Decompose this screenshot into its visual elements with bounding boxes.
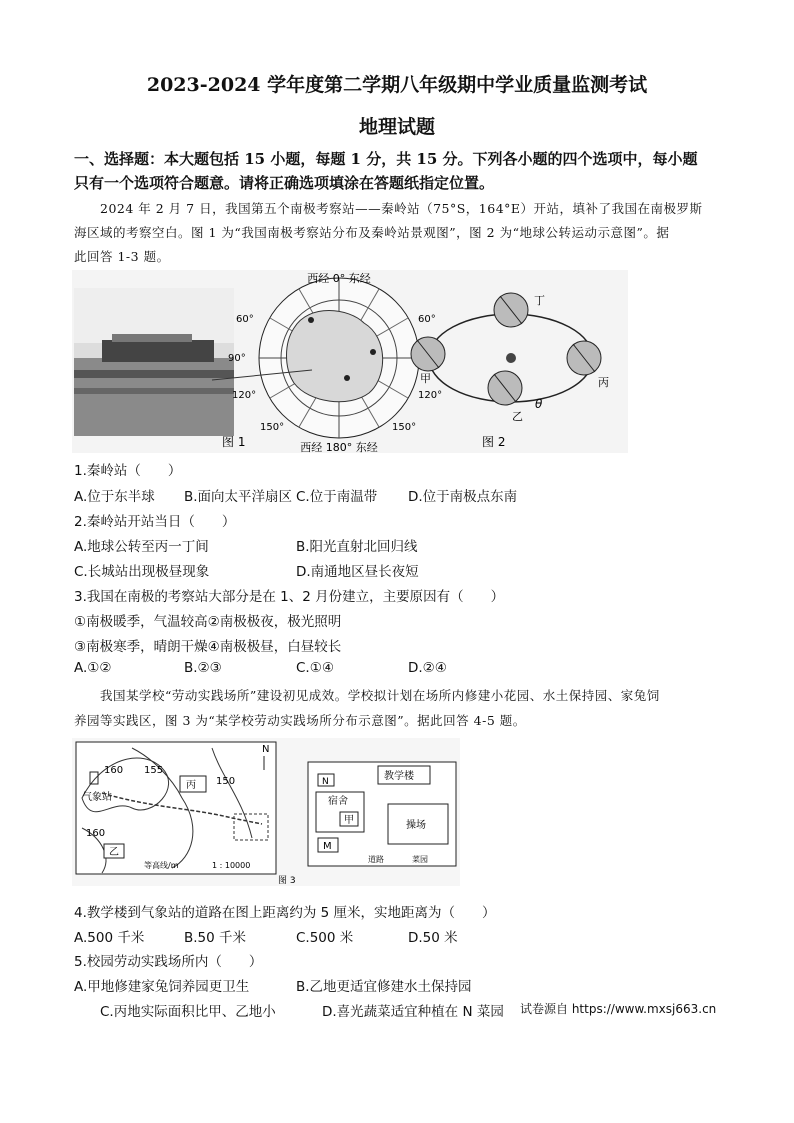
teaching-building-label: 教学楼	[384, 771, 414, 782]
intro1-line3: 此回答 1-3 题。	[74, 249, 170, 264]
q5-stem: 5.校园劳动实践场所内（ ）	[74, 954, 263, 970]
sun-icon	[506, 353, 516, 363]
fig1-right-60: 60°	[418, 314, 436, 325]
intro1-line1: 2024 年 2 月 7 日，我国第五个南极考察站——秦岭站（75°S，164°E）开站，填补了我国在南极罗斯	[100, 201, 703, 216]
earth-position-ding	[494, 293, 528, 327]
fig1-left-120: 120°	[232, 390, 257, 401]
q1-stem: 1.秦岭站（ ）	[74, 463, 182, 479]
changcheng-station-marker	[308, 317, 314, 323]
legend-garden: 菜园	[412, 855, 428, 864]
source-watermark: 试卷源自 https://www.mxsj663.cn	[520, 1002, 717, 1016]
section-instructions-line1: 一、选择题：本大题包括 15 小题，每题 1 分，共 15 分。下列各小题的四个选项中，每小题	[74, 150, 698, 168]
plot-jia-label: 甲	[344, 815, 354, 826]
label-ding: 丁	[534, 294, 545, 307]
orbit-diagram	[411, 293, 609, 423]
legend-scale: 1 : 10000	[212, 861, 251, 870]
station-building	[102, 340, 214, 362]
q2-stem: 2.秦岭站开站当日（ ）	[74, 514, 236, 530]
label-yi: 乙	[512, 410, 523, 423]
q5-option-b[interactable]: B.乙地更适宜修建水土保持园	[296, 979, 472, 995]
q1-option-b[interactable]: B.面向太平洋扇区	[184, 489, 293, 505]
q4-stem: 4.教学楼到气象站的道路在图上距离约为 5 厘米，实地距离为（ ）	[74, 905, 496, 921]
earth-position-yi	[488, 371, 522, 405]
q3-stem: 3.我国在南极的考察站大部分是在 1、2 月份建立，主要原因有（ ）	[74, 589, 505, 605]
q3-option-a[interactable]: A.①②	[74, 660, 112, 676]
fig1-left-150: 150°	[260, 422, 285, 433]
q5-option-d[interactable]: D.喜光蔬菜适宜种植在 N 菜园	[322, 1004, 504, 1020]
contour-160-top: 160	[104, 765, 124, 776]
theta-label: θ	[535, 397, 543, 411]
q2-option-c[interactable]: C.长城站出现极昼现象	[74, 564, 210, 580]
q4-option-b[interactable]: B.50 千米	[184, 930, 247, 946]
label-bing: 丙	[598, 376, 609, 389]
contour-155: 155	[144, 765, 164, 776]
figure-3-caption: 图 3	[278, 876, 296, 886]
plot-yi-label: 乙	[109, 847, 119, 858]
north-arrow-label: N	[262, 744, 270, 755]
zhongshan-station-marker	[370, 349, 376, 355]
q3-option-b[interactable]: B.②③	[184, 660, 222, 676]
legend-contour: 等高线/m	[144, 861, 179, 870]
q3-option-c[interactable]: C.①④	[296, 660, 334, 676]
intro2-line1: 我国某学校“劳动实践场所”建设初见成效。学校拟计划在场所内修建小花园、水土保持园、家兔饲	[100, 688, 660, 703]
q4-option-d[interactable]: D.50 米	[408, 930, 458, 946]
q2-option-d[interactable]: D.南通地区昼长夜短	[296, 564, 419, 580]
figure-1-caption: 图 1	[222, 435, 246, 449]
exam-subtitle: 地理试题	[358, 116, 435, 138]
polar-map	[259, 278, 419, 438]
figure-1-2-svg	[72, 270, 628, 453]
q2-option-a[interactable]: A.地球公转至丙一丁间	[74, 539, 209, 555]
playground-label: 操场	[406, 820, 426, 831]
contour-150: 150	[216, 776, 236, 787]
q1-option-a[interactable]: A.位于东半球	[74, 489, 155, 505]
q1-option-c[interactable]: C.位于南温带	[296, 489, 378, 505]
earth-position-bing	[567, 341, 601, 375]
fig1-left-60: 60°	[236, 314, 254, 325]
q3-option-d[interactable]: D.②④	[408, 660, 447, 676]
intro2-line2: 养园等实践区，图 3 为“某学校劳动实践场所分布示意图”。据此回答 4-5 题。	[74, 713, 526, 728]
q2-option-b[interactable]: B.阳光直射北回归线	[296, 539, 418, 555]
section-instructions-line2: 只有一个选项符合题意。请将正确选项填涂在答题纸指定位置。	[74, 174, 495, 192]
kunlun-station-marker	[344, 375, 350, 381]
figure-3-svg	[72, 738, 460, 886]
q5-option-a[interactable]: A.甲地修建家兔饲养园更卫生	[74, 979, 250, 995]
legend-road: 道路	[368, 855, 384, 864]
q1-option-d[interactable]: D.位于南极点东南	[408, 489, 518, 505]
plot-bing-label: 丙	[186, 780, 196, 791]
exam-title: 2023-2024 学年度第二学期八年级期中学业质量监测考试	[146, 74, 648, 96]
fig1-right-150: 150°	[392, 422, 417, 433]
label-jia: 甲	[420, 372, 431, 385]
dormitory-label: 宿舍	[328, 796, 348, 807]
q4-option-a[interactable]: A.500 千米	[74, 930, 145, 946]
garden-n-label: N	[322, 777, 329, 787]
q3-statements-1: ①南极暖季，气温较高②南极极夜，极光照明	[74, 614, 342, 630]
figure-2-caption: 图 2	[482, 435, 506, 449]
q3-statements-2: ③南极寒季，晴朗干燥④南极极昼，白昼较长	[74, 639, 342, 655]
fig1-bottom-label: 西经 180° 东经	[300, 441, 378, 453]
q4-option-c[interactable]: C.500 米	[296, 930, 354, 946]
earth-position-jia	[411, 337, 445, 371]
intro1-line2: 海区域的考察空白。图 1 为“我国南极考察站分布及秦岭站景观图”，图 2 为“地球公转运动示意图”。据	[74, 225, 670, 240]
garden-m-label: M	[323, 841, 332, 852]
fig1-left-90: 90°	[228, 353, 246, 364]
fig1-right-120: 120°	[418, 390, 443, 401]
figure-1-2-panel	[72, 270, 628, 453]
weather-station-label: 气象站	[82, 792, 112, 803]
contour-160-bottom: 160	[86, 828, 106, 839]
q5-option-c[interactable]: C.丙地实际面积比甲、乙地小	[100, 1004, 276, 1020]
fig1-top-label: 西经 0° 东经	[307, 272, 371, 285]
figure-3-panel	[72, 738, 460, 886]
